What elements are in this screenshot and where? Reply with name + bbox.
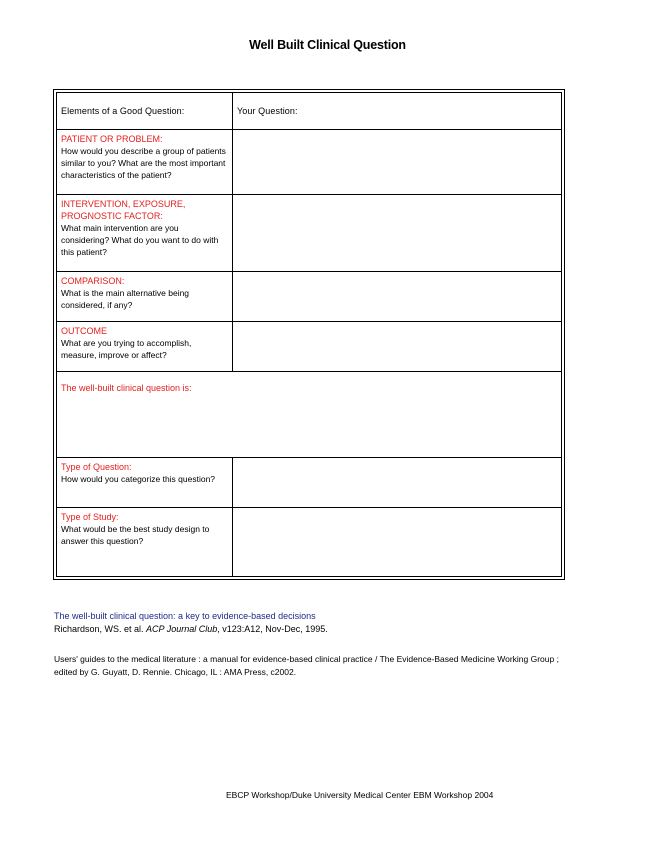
type-of-study-answer[interactable] <box>233 508 562 577</box>
question-table <box>53 89 565 580</box>
type-of-question-desc: How would you categorize this question? <box>61 474 216 484</box>
reference-1-citation <box>54 623 328 636</box>
outcome-label: OUTCOME <box>61 326 107 336</box>
type-of-question-answer[interactable] <box>233 458 562 508</box>
type-of-study-label: Type of Study: <box>61 512 119 522</box>
reference-1-title: The well-built clinical question: a key to evidence-based decisions <box>54 611 316 621</box>
reference-1-authors: Richardson, WS. et al. <box>54 624 147 634</box>
header-your-question-label: Your Question: <box>237 106 298 116</box>
type-of-study-desc: What would be the best study design to answer this question? <box>61 524 210 546</box>
comparison-cell <box>57 272 233 322</box>
footer-text: EBCP Workshop/Duke University Medical Center EBM Workshop 2004 <box>226 790 494 800</box>
header-elements-label: Elements of a Good Question: <box>61 106 185 116</box>
comparison-desc: What is the main alternative being considered, if any? <box>61 288 190 310</box>
outcome-desc: What are you trying to accomplish, measure, improve or affect? <box>61 338 192 360</box>
header-your-question <box>233 93 562 130</box>
type-of-study-cell <box>57 508 233 577</box>
patient-problem-desc: How would you describe a group of patients similar to you? What are the most important characteristics of the patient? <box>61 146 226 180</box>
patient-problem-cell <box>57 130 233 195</box>
comparison-label: COMPARISON: <box>61 276 125 286</box>
clinical-question-label: The well-built clinical question is: <box>61 383 192 393</box>
patient-problem-answer[interactable] <box>233 130 562 195</box>
type-of-question-label: Type of Question: <box>61 462 132 472</box>
intervention-desc: What main intervention are you considering? What do you want to do with this patient? <box>61 223 219 257</box>
patient-problem-label: PATIENT OR PROBLEM: <box>61 134 163 144</box>
outcome-answer[interactable] <box>233 322 562 372</box>
outcome-cell <box>57 322 233 372</box>
reference-1-detail: , v123:A12, Nov-Dec, 1995. <box>217 624 328 634</box>
header-elements <box>57 93 233 130</box>
clinical-question-cell[interactable] <box>57 372 562 458</box>
intervention-answer[interactable] <box>233 195 562 272</box>
page-title: Well Built Clinical Question <box>249 38 406 52</box>
reference-1 <box>54 610 328 636</box>
comparison-answer[interactable] <box>233 272 562 322</box>
reference-1-journal: ACP Journal Club <box>146 624 218 634</box>
type-of-question-cell <box>57 458 233 508</box>
reference-2: Users' guides to the medical literature : a manual for evidence-based clinical practice / The Evidence-Based Medicine Working Group ; edited by G. Guyatt, D. Rennie. Chicago, IL : AMA Press, c2002. <box>54 654 559 677</box>
intervention-cell <box>57 195 233 272</box>
intervention-label: INTERVENTION, EXPOSURE, PROGNOSTIC FACTOR: <box>61 199 186 221</box>
